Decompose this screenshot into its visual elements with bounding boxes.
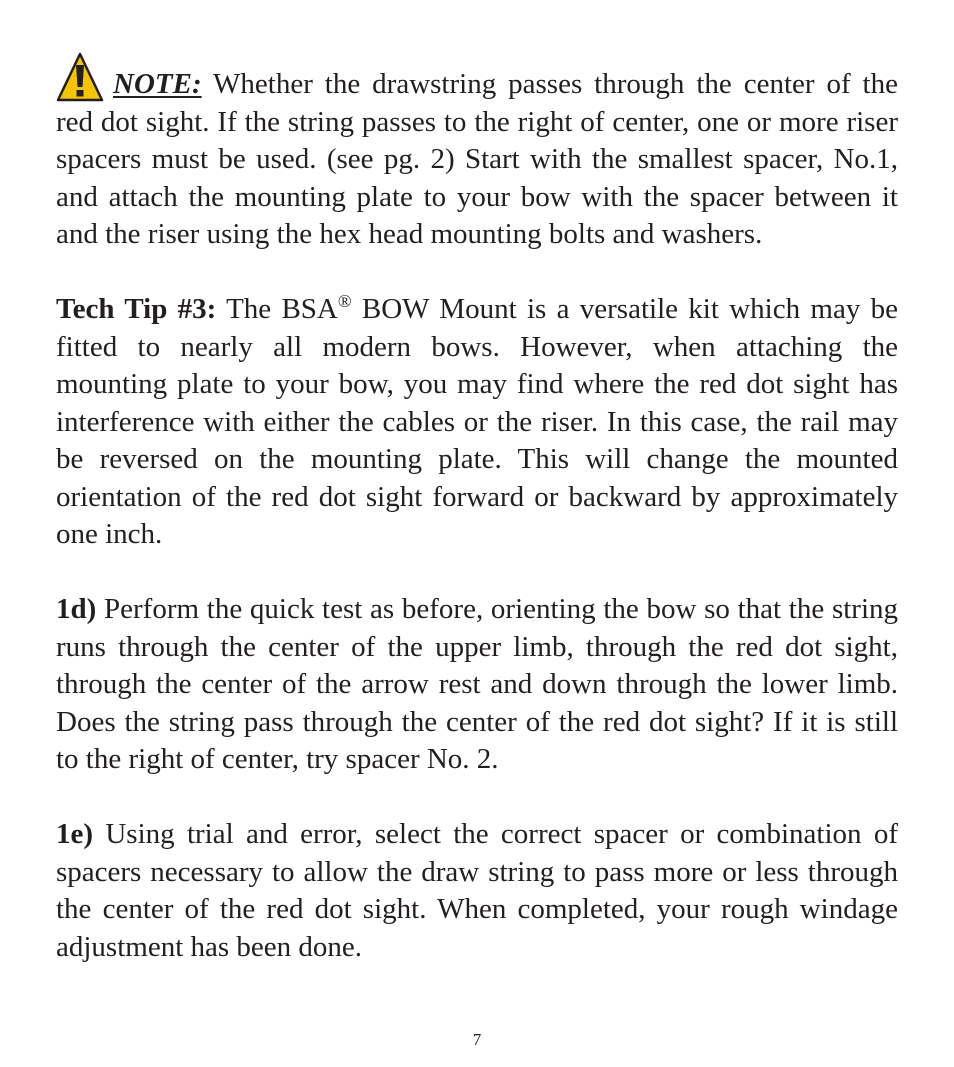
step-1e-paragraph [56, 816, 898, 966]
note-text: Whether the drawstring passes through the center of the red dot sight. If the string passes to the right of center, one or more riser spacers must be used. (see pg. 2) Start with the smallest spacer, No.1, and attach the mounting plate to your bow with the spacer between it and the riser using the hex head mounting bolts and washers. [56, 68, 898, 250]
step-1e-text: Using trial and error, select the correct spacer or combination of spacers necessary to allow the draw string to pass more or less through the center of the red dot sight. When completed, your rough windage adjustment has been done. [56, 818, 898, 963]
note-paragraph [56, 52, 898, 254]
tech-tip-paragraph [56, 291, 898, 554]
step-1d-label: 1d) [56, 593, 97, 625]
step-1d-paragraph [56, 591, 898, 779]
manual-page-body [56, 52, 898, 966]
warning-icon [56, 52, 104, 102]
tech-tip-text-after: BOW Mount is a versatile kit which may be fitted to nearly all modern bows. However, when attaching the mounting plate to your bow, you may find where the red dot sight has interference with either the cables or the riser. In this case, the rail may be reversed on the mounting plate. This will change the mounted orientation of the red dot sight forward or backward by approximately one inch. [56, 293, 899, 550]
tech-tip-text-before: The BSA [226, 293, 338, 325]
registered-mark: ® [337, 291, 352, 311]
tech-tip-label: Tech Tip #3: [56, 293, 217, 325]
page-number: 7 [472, 1030, 482, 1049]
note-label: NOTE: [113, 68, 202, 100]
step-1e-label: 1e) [56, 818, 94, 850]
step-1d-text: Perform the quick test as before, orienting the bow so that the string runs through the center of the upper limb, through the red dot sight, through the center of the arrow rest and down through the lower limb. Does the string pass through the center of the red dot sight? If it is still to the right of center, try spacer No. 2. [56, 593, 899, 775]
